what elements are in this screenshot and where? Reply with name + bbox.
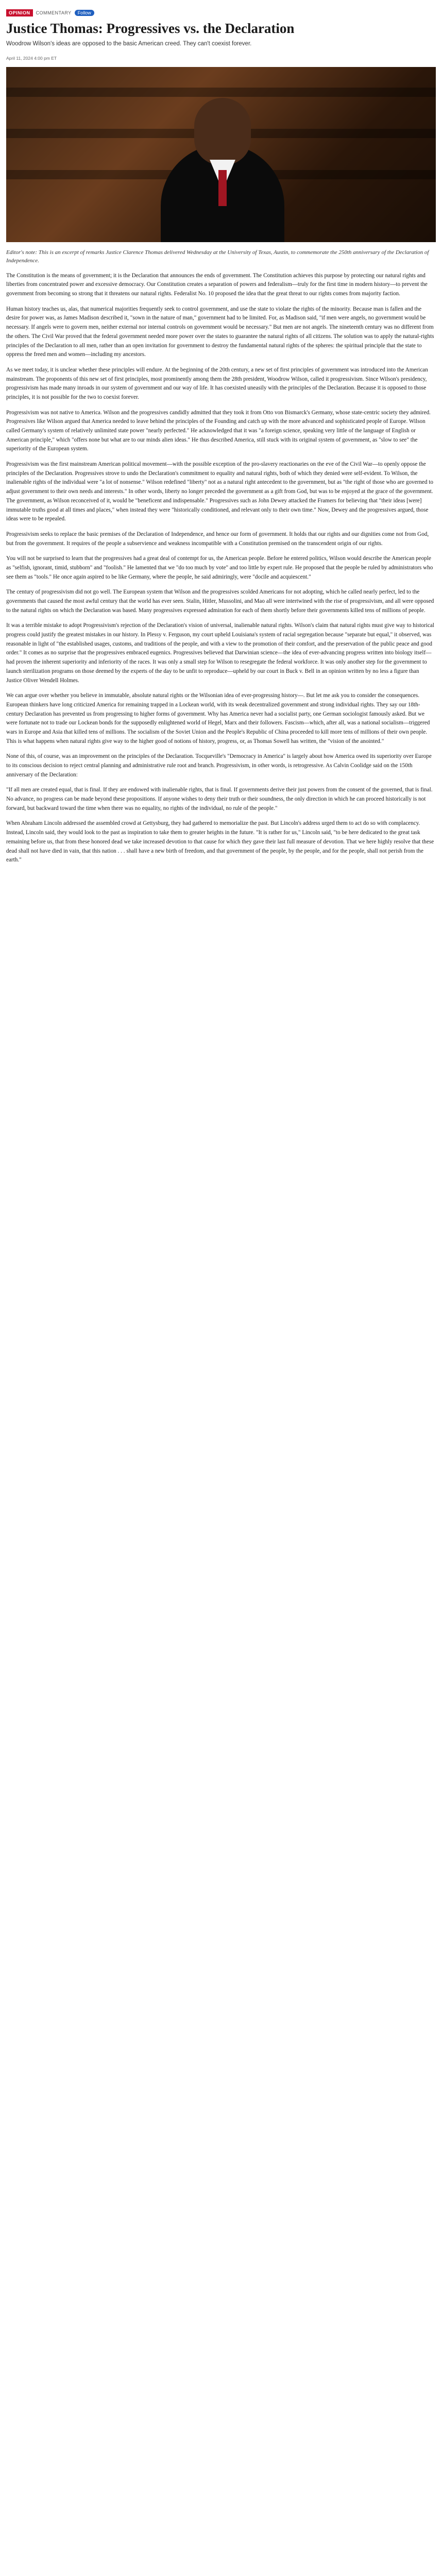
subheadline: Woodrow Wilson's ideas are opposed to the basic American creed. They can't coexist forever. <box>6 41 252 47</box>
paragraph: The century of progressivism did not go well. The European system that Wilson and the progressives scolded Americans for not adopting, which he called nearly perfect, led to the governments that caused the most awful century that the world has ever seen. Stalin, Hitler, Mussolini, and Mao all were intertwined with the rise of progressivism, and all were opposed to the natural rights on which the Declaration was based. Many progressives expressed admiration for each of them shortly before their governments killed tens of millions of people. <box>6 589 434 614</box>
paragraph: As we meet today, it is unclear whether these principles will endure. At the beginning of the 20th century, a new set of first principles of government was introduced into the American mainstream. The proponents of this new set of first principles, most prominently among them the 28th president, Woodrow Wilson, called it progressivism. Since Wilson's presidency, progressivism has made many inroads in our system of government and our way of life. It has coexisted uneasily with the principles of the Declaration. Because it is opposed to those principles, it is not possible for the two to coexist forever. <box>6 366 428 400</box>
bookshelf-row <box>6 88 436 97</box>
paragraph: You will not be surprised to learn that the progressives had a great deal of contempt for us, the American people. Before he entered politics, Wilson would describe the American people as "selfish, ignorant, timid, stubborn" and "foolish." He lamented that we "do too much by vote" and too little by expert rule. He proposed that the people be ruled by administrators who see them as "tools." He once again aspired to be like Germany, where the people, he said admiringly, were "docile and acquiescent." <box>6 555 433 580</box>
publish-date: April 11, 2024 4:00 pm ET <box>6 55 57 61</box>
article-body <box>6 272 436 865</box>
headline: Justice Thomas: Progressives vs. the Declaration <box>6 21 295 36</box>
article-tags <box>6 0 436 16</box>
opinion-tag[interactable]: OPINION <box>6 9 33 16</box>
paragraph: The Constitution is the means of government; it is the Declaration that announces the ends of government. The Constitution achieves this purpose by protecting our natural rights and liberties from concentrated power and excessive democracy. Our Constitution creates a separation of powers and federalism—truly for the first time in modern history—to prevent the government from becoming so strong that it threatens our natural rights. Federalist No. 10 proposed the idea that the great threat to our rights comes from majority faction. <box>6 272 428 297</box>
paragraph: We can argue over whether you believe in immutable, absolute natural rights or the Wilsonian idea of ever-progressing history—. But let me ask you to consider the consequences. European thinkers have long criticized America for remaining trapped in a Lockean world, with its weak decentralized government and strong individual rights. They say our 18th-century Declaration has prevented us from progressing to higher forms of government. Why has America never had a socialist party, one German sociologist famously asked. But we were fortunate not to trade our Lockean bonds for the supposedly enlightened world of Hegel, Marx and their followers. Fascism—which, after all, was a national socialism—triggered wars in Europe and Asia that killed tens of millions. The socialism of the Soviet Union and the People's Republic of China proceeded to kill more tens of millions of their own people. This is what happens when natural rights give way to the higher good of notions of history, progress, or, as Thomas Sowell has written, the "vision of the anointed." <box>6 692 430 744</box>
follow-button[interactable]: Follow <box>75 10 94 16</box>
article <box>0 0 442 865</box>
paragraph: It was a terrible mistake to adopt Progressivism's rejection of the Declaration's vision of universal, inalienable natural rights. Wilson's claim that natural rights must give way to historical progress could justify the greatest mistakes in our history. In Plessy v. Ferguson, my court upheld Louisiana's system of racial segregation because "separate but equal," it observed, was reasonable in light of "the established usages, customs, and traditions of the people, and with a view to the promotion of their comfort, and the preservation of the public peace and good order." It comes as no surprise that the progressives embraced eugenics. Progressives believed that Darwinian science—the idea of ever-advancing progress written into biology itself—had proven the inherent superiority and inferiority of the races. It was only a small step for Wilson to resegregate the federal workforce. It was only another step for the government to launch sterilization programs on those deemed by the experts of the day to be unfit to reproduce—upheld by our court in Buck v. Bell in an opinion written by no less a figure than Justice Oliver Wendell Holmes. <box>6 622 434 684</box>
portrait-head <box>194 98 251 165</box>
paragraph: "If all men are created equal, that is final. If they are endowed with inalienable rights, that is final. If governments derive their just powers from the consent of the governed, that is final. No advance, no progress can be made beyond these propositions. If anyone wishes to deny their truth or their soundness, the only direction in which he can proceed historically is not forward, but backward toward the time when there was no equality, no rights of the individual, no rule of the people." <box>6 787 433 811</box>
tie-shape <box>218 170 227 206</box>
paragraph: Progressivism was the first mainstream American political movement—with the possible exception of the pro-slavery reactionaries on the eve of the Civil War—to openly oppose the principles of the Declaration. Progressives strove to undo the Declaration's commitment to equality and natural rights, both of which they denied were self-evident. To Wilson, the inalienable rights of the individual were "a lot of nonsense." Wilson redefined "liberty" not as a natural right antecedent to the government, but as "the right of those who are governed to adjust government to their own needs and interests." In other words, liberty no longer preceded the government as a gift from God, but was to be enjoyed at the grace of the government. The government, as Wilson reconceived of it, would be "beneficent and indispensable." Progressives such as John Dewey attacked the Framers for believing that "their ideas [were] immutable truths good at all times and places," when instead they were "historically conditioned, and relevant only to their own time." Now, Dewey and the progressives argued, those ideas were to be repealed. <box>6 461 433 522</box>
paragraph: None of this, of course, was an improvement on the principles of the Declaration. Tocqueville's "Democracy in America" is largely about how America owed its superiority over Europe to its conscious decision to reject central planning and administrative rule root and branch. Progressivism, in other words, is retrogressive. As Calvin Coolidge said on the 150th anniversary of the Declaration: <box>6 753 432 778</box>
commentary-tag[interactable]: COMMENTARY <box>36 10 72 15</box>
paragraph: When Abraham Lincoln addressed the assembled crowd at Gettysburg, they had gathered to memorialize the past. But Lincoln's address urged them to act do so with complacency. Instead, Lincoln said, they would look to the past as inspiration to take them to greater heights in the future. "It is rather for us," Lincoln said, "to be here dedicated to the great task remaining before us, that from these honored dead we take increased devotion to that cause for which they gave their last full measure of devotion. That we here highly resolve that these dead shall not have died in vain, that this nation . . . shall have a new birth of freedom, and that government of the people, by the people, and for the people, shall not perish from the earth." <box>6 820 434 863</box>
photo-caption: Editor's note: This is an excerpt of remarks Justice Clarence Thomas delivered Wednesday at the University of Texas, Austin, to commemorate the 250th anniversary of the Declaration of Independence. <box>6 249 429 264</box>
paragraph: Progressivism seeks to replace the basic premises of the Declaration of Independence, and hence our form of government. It holds that our rights and our dignities come not from God, but from the government. It requires of the people a subservience and weakness incompatible with a Constitution premised on the transcendent origin of our rights. <box>6 531 429 547</box>
paragraph: Human history teaches us, alas, that numerical majorities frequently seek to control government, and use the state to violate the rights of the minority. Because man is fallen and the desire for power was, as James Madison described it, "sown in the nature of man," government had to be limited. For, as Madison said, "if men were angels, no government would be necessary. If angels were to govern men, neither external nor internal controls on government would be necessary." But men are not angels. The nineteenth century was no different from the others. The Civil War proved that the federal government needed more power over the states to guarantee the natural rights of all citizens. The solution was to apply the natural-rights principles of the Declaration to all men, rather than an open invitation for government to destroy the fundamental natural rights of the spheres: the spiritual principle that the state to oppress the freed men and women—including my ancestors. <box>6 306 434 358</box>
paragraph: Progressivism was not native to America. Wilson and the progressives candidly admitted that they took it from Otto von Bismarck's Germany, whose state-centric society they admired. Progressives like Wilson argued that America needed to leave behind the principles of the Founding and catch up with the more advanced and sophisticated people of Europe. Wilson called Germany's system of relatively unlimited state power "nearly perfected." He acknowledged that it was "a foreign science, speaking very little of the language of English or American principle," which "offers none but what are to our minds alien ideas." He thus described America, still stuck with its original system of government, as "slow to see" the superiority of the European system. <box>6 409 431 452</box>
hero-photo <box>6 67 436 242</box>
